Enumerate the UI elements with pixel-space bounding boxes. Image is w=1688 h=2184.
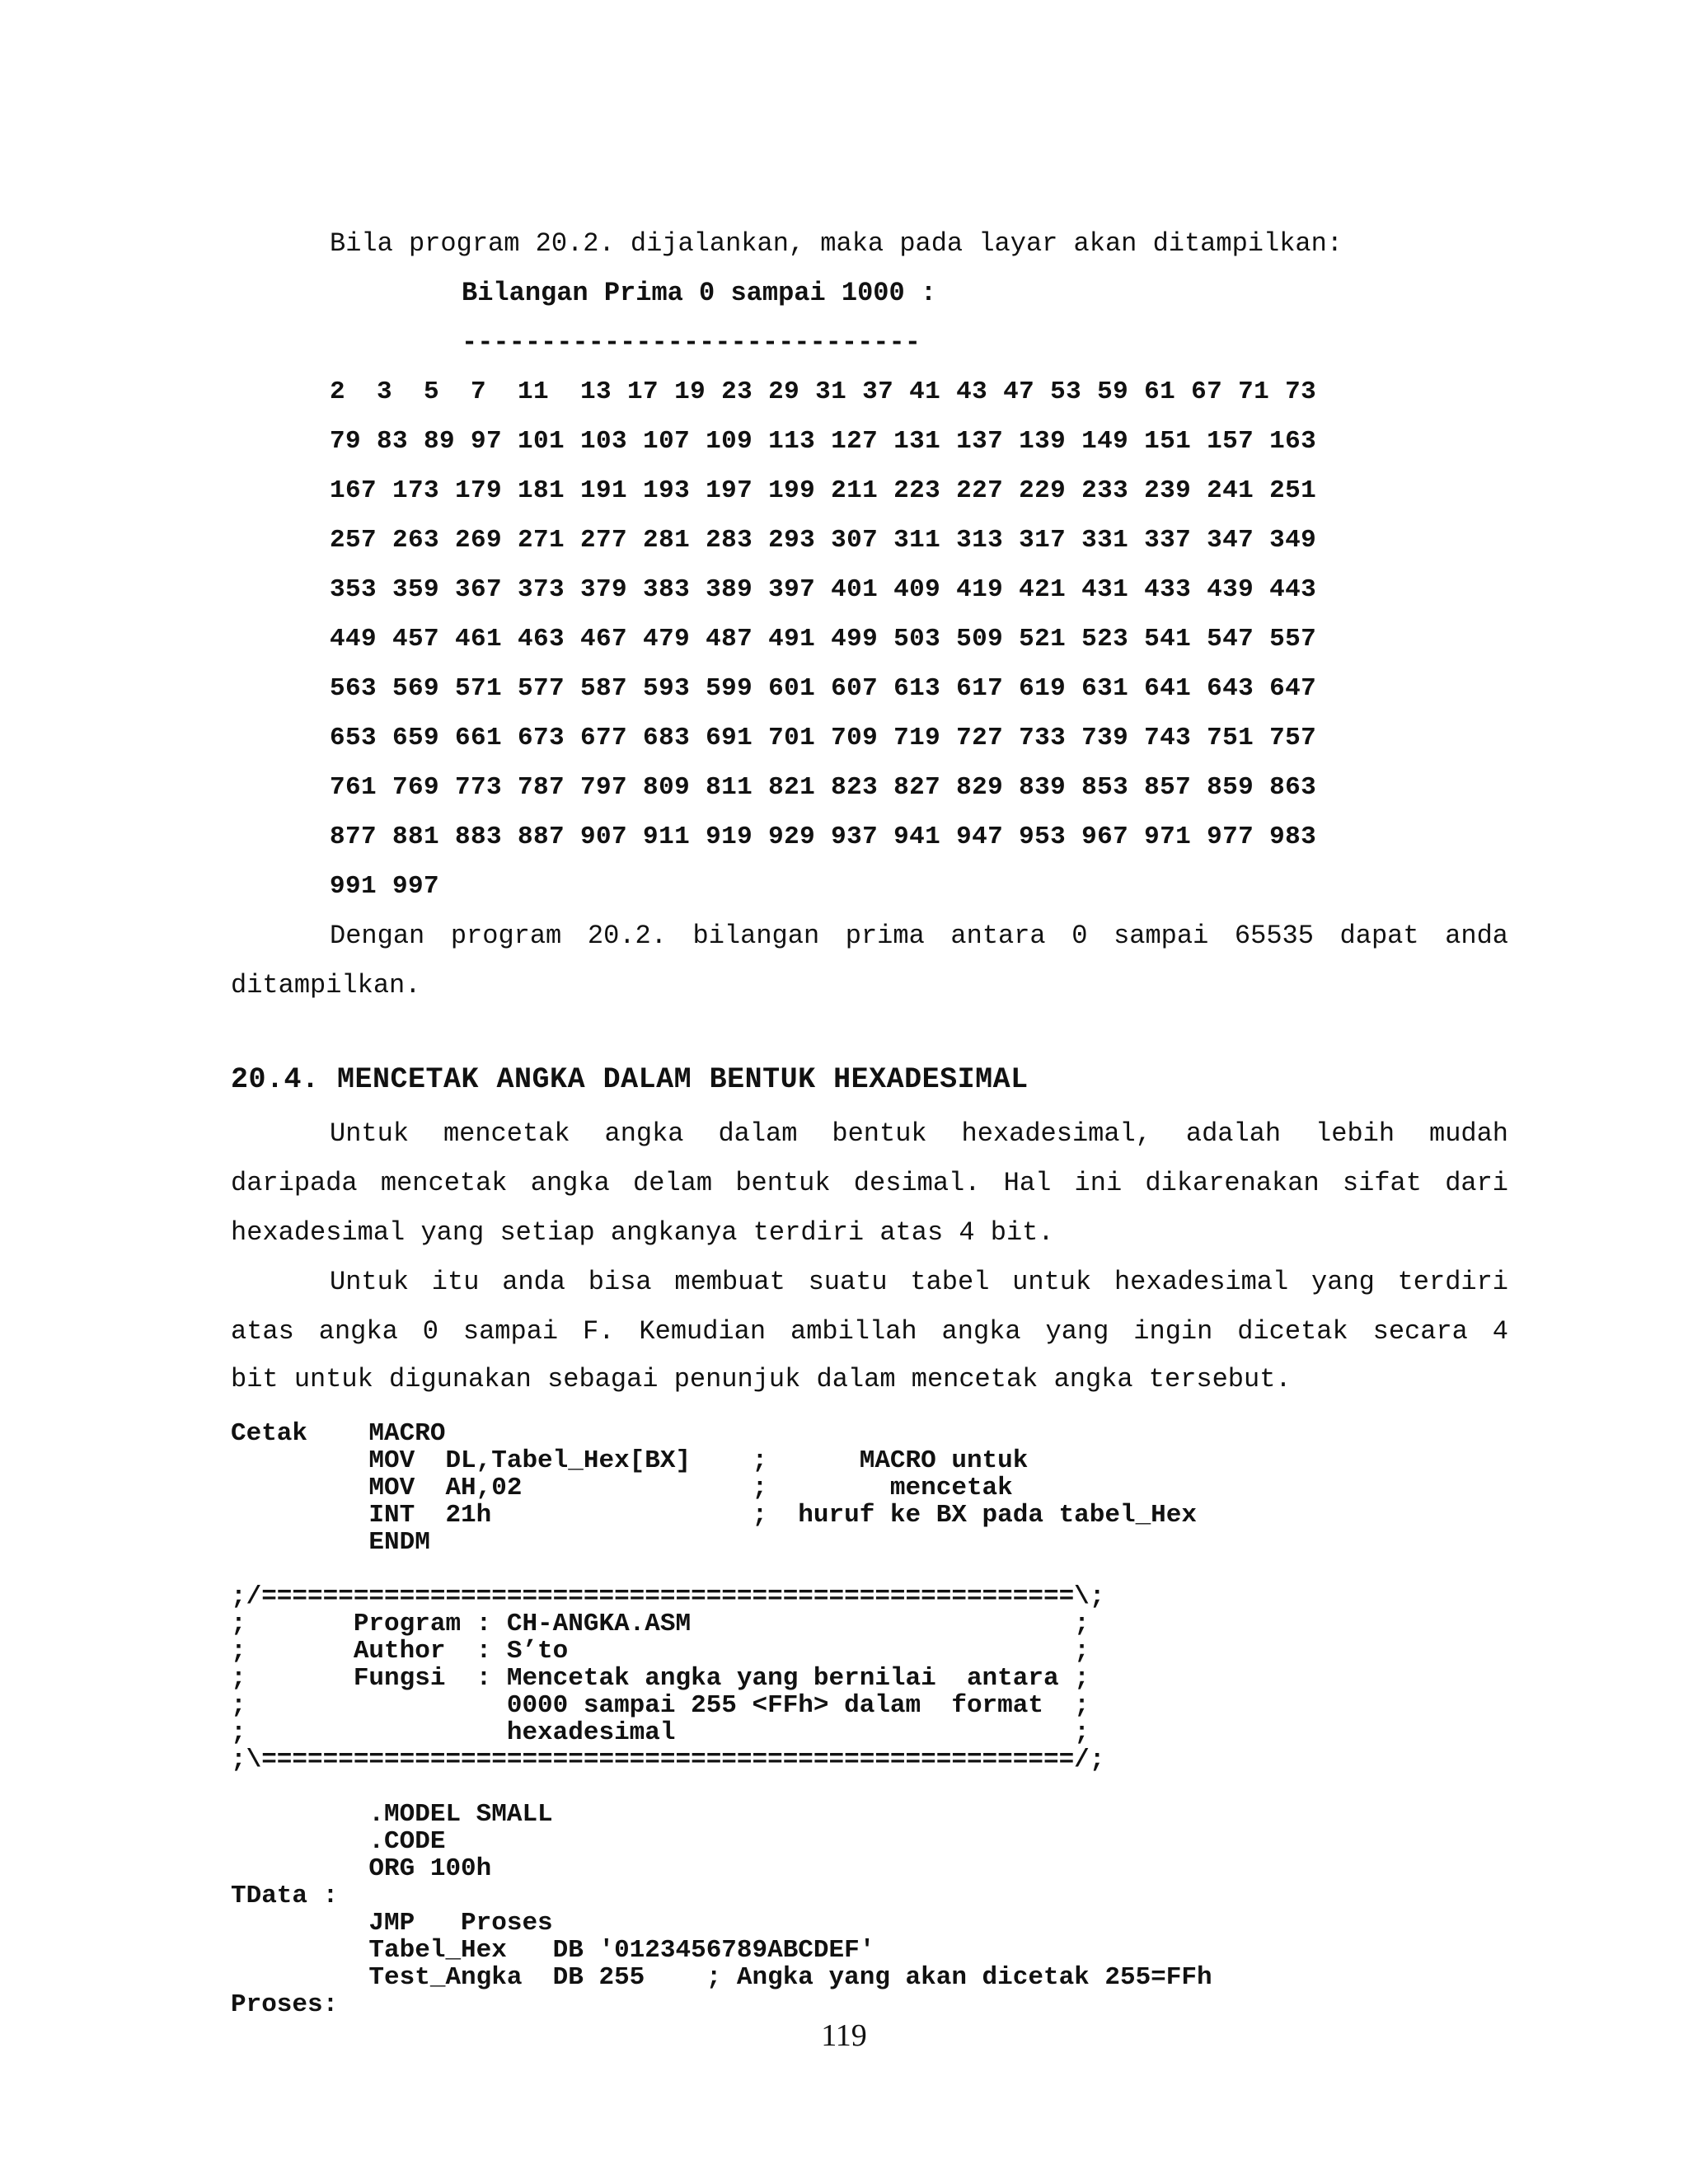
paragraph-line: daripada mencetak angka delam bentuk desimal. Hal ini dikarenakan sifat dari: [231, 1168, 1508, 1198]
code-line: ; hexadesimal ;: [231, 1718, 1090, 1747]
code-line: Proses:: [231, 1990, 339, 2019]
paragraph-line: hexadesimal yang setiap angkanya terdiri atas 4 bit.: [231, 1217, 1054, 1248]
prime-row: 991 997: [330, 872, 440, 901]
code-line: ;/=====================================================\;: [231, 1582, 1105, 1611]
code-line: .CODE: [231, 1827, 446, 1856]
code-line: MOV DL,Tabel_Hex[BX] ; MACRO untuk: [231, 1446, 1029, 1475]
code-line: .MODEL SMALL: [231, 1800, 553, 1829]
paragraph-line: atas angka 0 sampai F. Kemudian ambillah angka yang ingin dicetak secara 4: [231, 1316, 1508, 1347]
after-output-line: Dengan program 20.2. bilangan prima antara 0 sampai 65535 dapat anda: [330, 921, 1508, 951]
code-line: MOV AH,02 ; mencetak: [231, 1474, 1013, 1502]
code-line: TData :: [231, 1882, 339, 1910]
prime-row: 2 3 5 7 11 13 17 19 23 29 31 37 41 43 47 53 59 61 67 71 73: [330, 377, 1317, 406]
intro-line: Bila program 20.2. dijalankan, maka pada layar akan ditampilkan:: [330, 228, 1343, 259]
code-line: Test_Angka DB 255 ; Angka yang akan dicetak 255=FFh: [231, 1963, 1212, 1992]
code-line: Cetak MACRO: [231, 1419, 446, 1448]
code-line: JMP Proses: [231, 1909, 553, 1938]
code-line: ; Author : S’to ;: [231, 1637, 1090, 1666]
after-output-line: ditampilkan.: [231, 970, 421, 1001]
prime-row: 79 83 89 97 101 103 107 109 113 127 131 137 139 149 151 157 163: [330, 427, 1317, 456]
prime-row: 353 359 367 373 379 383 389 397 401 409 419 421 431 433 439 443: [330, 575, 1317, 604]
prime-row: 653 659 661 673 677 683 691 701 709 719 727 733 739 743 751 757: [330, 724, 1317, 752]
prime-row: 563 569 571 577 587 593 599 601 607 613 617 619 631 641 643 647: [330, 674, 1317, 703]
output-title: Bilangan Prima 0 sampai 1000 :: [462, 278, 937, 308]
macro-code-block: [231, 1393, 1197, 1583]
prime-row: 877 881 883 887 907 911 919 929 937 941 947 953 967 971 977 983: [330, 823, 1317, 851]
code-line: ; Fungsi : Mencetak angka yang bernilai antara ;: [231, 1664, 1090, 1693]
page-number: 119: [821, 2018, 867, 2053]
code-line: ; 0000 sampai 255 <FFh> dalam format ;: [231, 1691, 1090, 1720]
code-line: ;\=====================================================/;: [231, 1746, 1105, 1774]
program-code-block: [231, 1774, 1212, 2046]
code-line: ; Program : CH-ANGKA.ASM ;: [231, 1610, 1090, 1638]
header-comment-block: [231, 1556, 1104, 1801]
paragraph-line: Untuk itu anda bisa membuat suatu tabel untuk hexadesimal yang terdiri: [330, 1267, 1508, 1297]
section-heading: 20.4. MENCETAK ANGKA DALAM BENTUK HEXADESIMAL: [231, 1063, 1029, 1096]
prime-row: 449 457 461 463 467 479 487 491 499 503 509 521 523 541 547 557: [330, 625, 1317, 654]
output-underline: -----------------------------: [462, 327, 921, 358]
paragraph-line: bit untuk digunakan sebagai penunjuk dalam mencetak angka tersebut.: [231, 1364, 1292, 1394]
paragraph-line: Untuk mencetak angka dalam bentuk hexadesimal, adalah lebih mudah: [330, 1118, 1508, 1149]
prime-row: 167 173 179 181 191 193 197 199 211 223 227 229 233 239 241 251: [330, 476, 1317, 505]
code-line: ENDM: [231, 1528, 430, 1557]
code-line: ORG 100h: [231, 1854, 492, 1883]
code-line: Tabel_Hex DB '0123456789ABCDEF': [231, 1936, 875, 1965]
code-line: INT 21h ; huruf ke BX pada tabel_Hex: [231, 1501, 1197, 1530]
prime-row: 761 769 773 787 797 809 811 821 823 827 829 839 853 857 859 863: [330, 773, 1317, 802]
prime-row: 257 263 269 271 277 281 283 293 307 311 313 317 331 337 347 349: [330, 526, 1317, 555]
